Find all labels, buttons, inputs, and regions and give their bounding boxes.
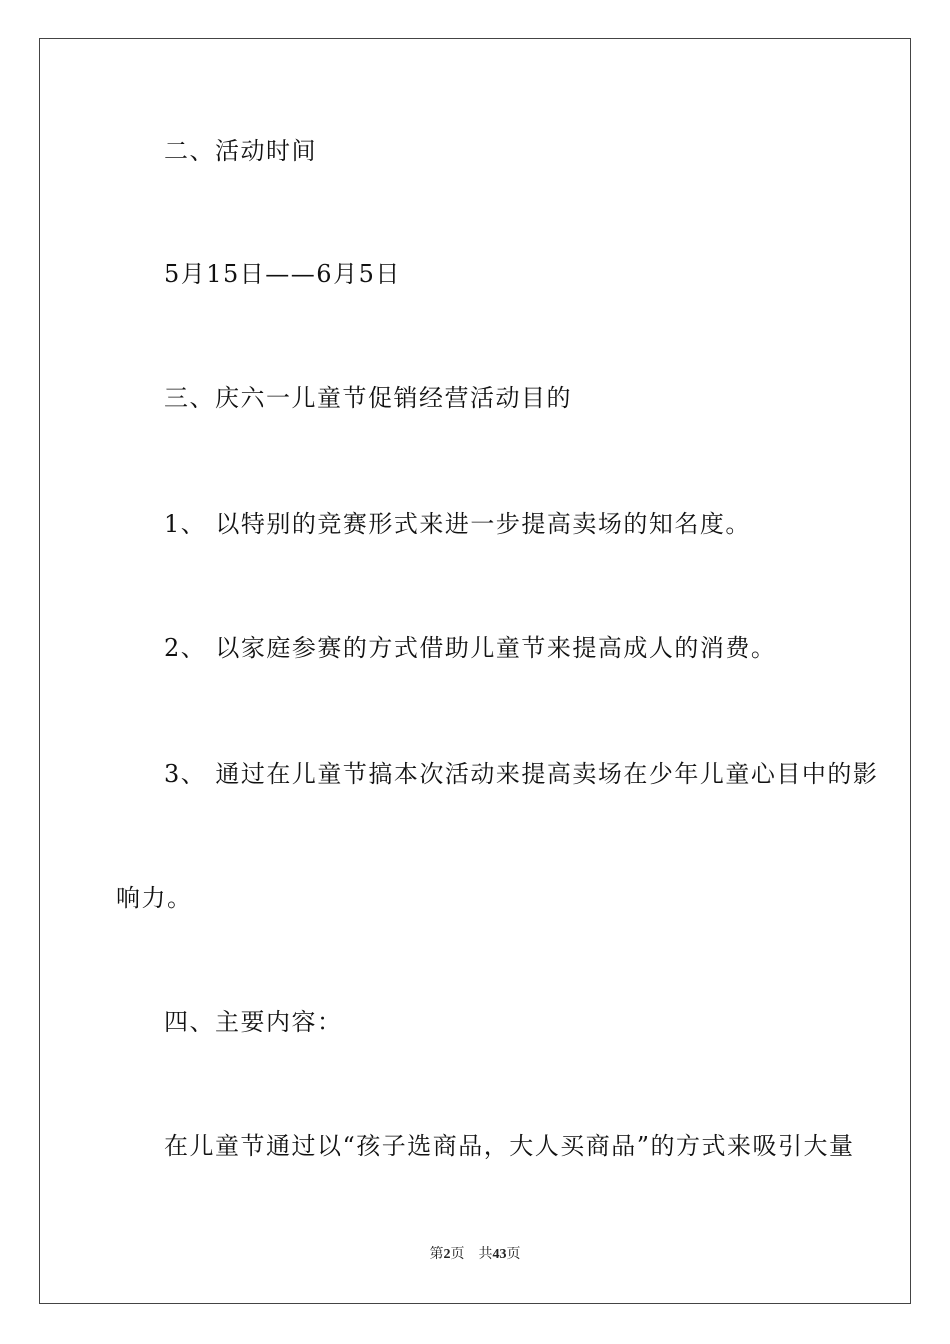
goal-item-1: 1、 以特别的竞赛形式来进一步提高卖场的知名度。: [164, 510, 751, 538]
footer-total-prefix: 共: [478, 1247, 493, 1262]
main-content-paragraph-line-1: 在儿童节通过以“孩子选商品，大人买商品”的方式来吸引大量: [164, 1132, 855, 1160]
date-range-text: 5月15日——6月5日: [164, 260, 401, 288]
footer-total-unit: 页: [506, 1247, 521, 1262]
section-heading-main-content: 四、主要内容：: [164, 1008, 343, 1036]
goal-item-3-line-2: 响力。: [116, 884, 193, 912]
section-heading-activity-time: 二、活动时间: [164, 137, 317, 165]
page-border: [39, 38, 911, 1304]
footer-total-pages: 43: [492, 1247, 507, 1262]
goal-item-2: 2、 以家庭参赛的方式借助儿童节来提高成人的消费。: [164, 634, 777, 662]
page-footer: [0, 1246, 950, 1264]
goal-item-3-line-1: 3、 通过在儿童节搞本次活动来提高卖场在少年儿童心目中的影: [164, 760, 879, 788]
footer-page-unit: 页: [450, 1247, 465, 1262]
footer-current-page: 2: [443, 1247, 451, 1262]
footer-page-prefix: 第: [429, 1247, 444, 1262]
section-heading-activity-goals: 三、庆六一儿童节促销经营活动目的: [164, 384, 572, 412]
